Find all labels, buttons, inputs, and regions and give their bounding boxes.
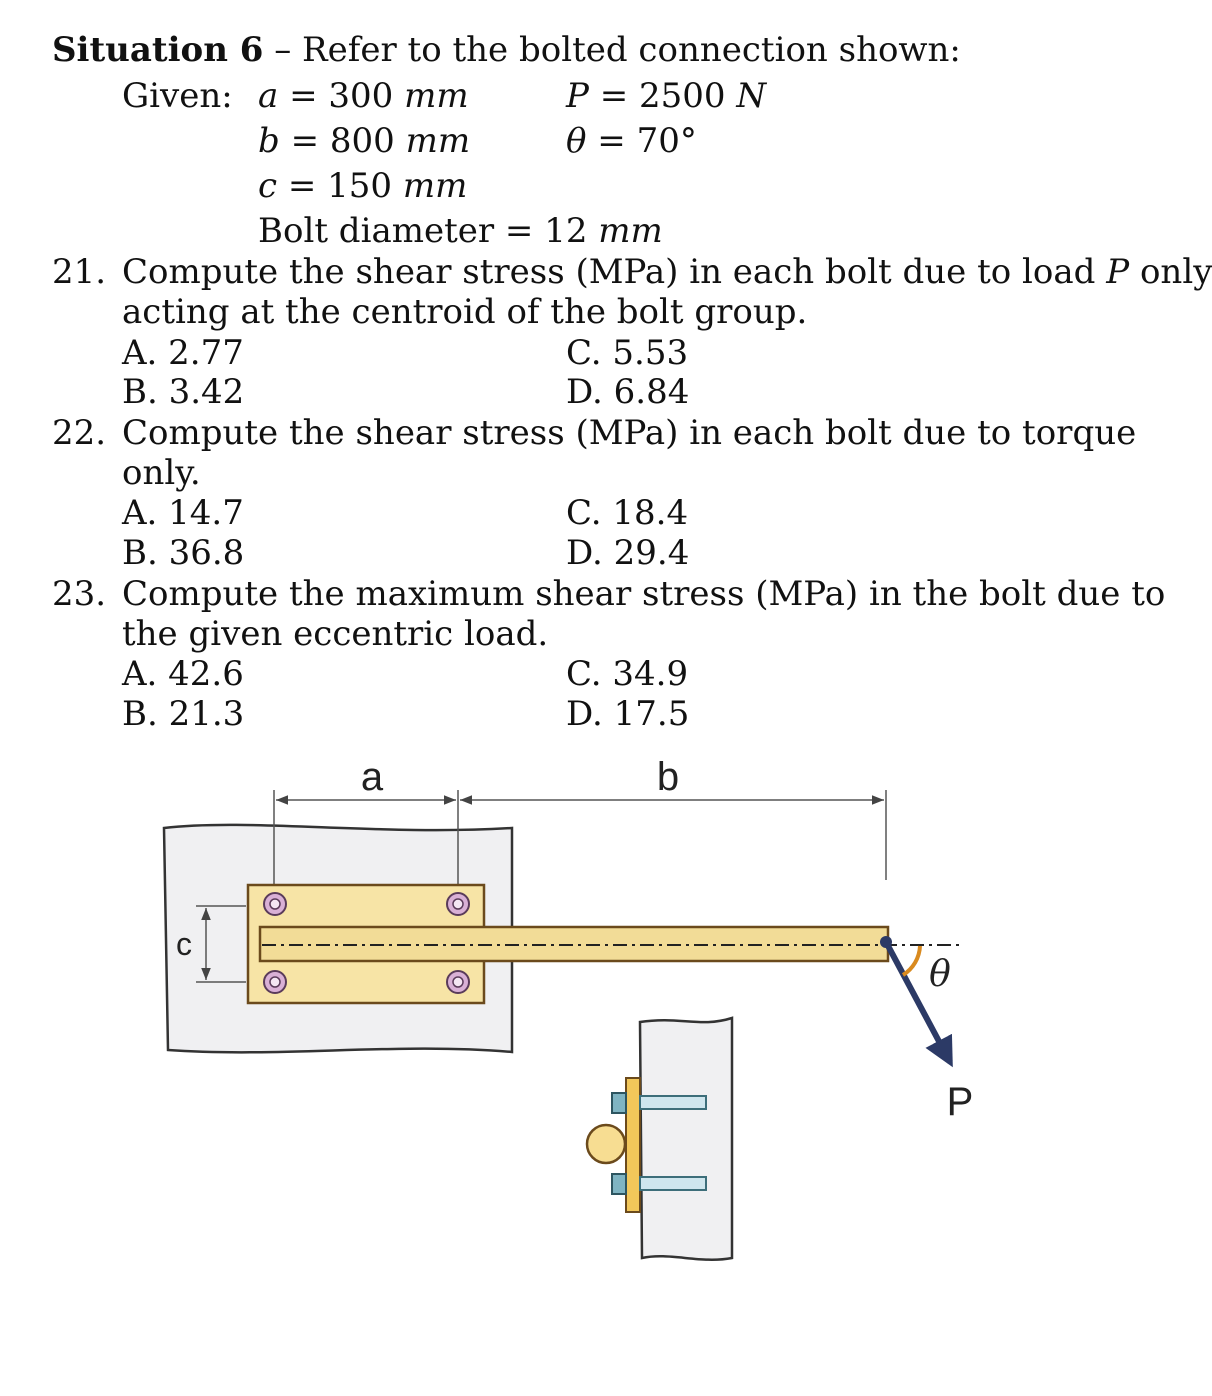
q22-choice-b: B. 36.8 xyxy=(122,533,245,573)
q23-choice-d: D. 17.5 xyxy=(566,694,690,734)
given-c-unit: mm xyxy=(402,166,468,206)
situation-title-bold: Situation 6 xyxy=(52,30,264,70)
theta-arc xyxy=(903,946,920,975)
q21-choice-c: C. 5.53 xyxy=(566,333,689,373)
label-a: a xyxy=(360,755,384,799)
given-c-symbol: c xyxy=(258,166,278,206)
given-theta-value: = 70° xyxy=(586,121,697,161)
q23-choice-c: C. 34.9 xyxy=(566,654,689,694)
given-label: Given: xyxy=(122,76,233,116)
label-c: c xyxy=(176,926,192,962)
bolt-top-right xyxy=(447,893,469,915)
label-theta: θ xyxy=(929,954,951,995)
given-P-value: = 2500 xyxy=(588,76,737,116)
side-view-bolt-shank-bottom xyxy=(640,1177,706,1190)
given-bolt-text: Bolt diameter = 12 xyxy=(258,211,599,251)
q23-choice-b: B. 21.3 xyxy=(122,694,245,734)
q22-choice-c: C. 18.4 xyxy=(566,493,689,533)
q21-line2: acting at the centroid of the bolt group. xyxy=(122,292,808,332)
bolt-bottom-right xyxy=(447,971,469,993)
q21-choice-a: A. 2.77 xyxy=(122,333,244,373)
side-view-wall xyxy=(640,1018,732,1260)
given-c-value: = 150 xyxy=(277,166,403,206)
situation-title-rest: – Refer to the bolted connection shown: xyxy=(263,30,961,70)
given-b-symbol: b xyxy=(258,121,280,161)
q23-line1: Compute the maximum shear stress (MPa) in the bolt due to xyxy=(122,574,1166,614)
q21-number: 21. xyxy=(52,252,107,292)
q22-choice-a: A. 14.7 xyxy=(122,493,244,533)
given-b-value: = 800 xyxy=(279,121,406,161)
q22-line1: Compute the shear stress (MPa) in each bolt due to torque xyxy=(122,413,1137,453)
given-P-symbol: P xyxy=(566,76,589,116)
given-a-symbol: a xyxy=(258,76,279,116)
label-P: P xyxy=(946,1080,974,1124)
given-bolt-unit: mm xyxy=(598,211,663,251)
given-P-unit: N xyxy=(736,76,767,116)
q23-number: 23. xyxy=(52,574,107,614)
q23-choice-a: A. 42.6 xyxy=(122,654,244,694)
given-theta-symbol: θ xyxy=(566,121,587,161)
q22-line2: only. xyxy=(122,453,201,493)
bolt-top-left xyxy=(264,893,286,915)
side-view-bolt-head-top xyxy=(612,1093,626,1113)
q22-number: 22. xyxy=(52,413,107,453)
given-a-unit: mm xyxy=(404,76,469,116)
bolt-bottom-left xyxy=(264,971,286,993)
q22-choice-d: D. 29.4 xyxy=(566,533,690,573)
q23-line2: the given eccentric load. xyxy=(122,614,549,654)
side-view-bolt-shank-top xyxy=(640,1096,706,1109)
q21-line1-symbol: P xyxy=(1106,252,1130,292)
side-view-plate xyxy=(626,1078,640,1212)
q21-choice-b: B. 3.42 xyxy=(122,372,245,412)
side-view-bolt-head-bottom xyxy=(612,1174,626,1194)
q21-line1-b: only xyxy=(1129,252,1212,292)
label-b: b xyxy=(656,755,680,799)
given-b-unit: mm xyxy=(405,121,471,161)
q21-line1-a: Compute the shear stress (MPa) in each bolt due to load xyxy=(122,252,1107,292)
q21-choice-d: D. 6.84 xyxy=(566,372,690,412)
given-a-value: = 300 xyxy=(278,76,405,116)
side-view-arm-section xyxy=(587,1125,625,1163)
